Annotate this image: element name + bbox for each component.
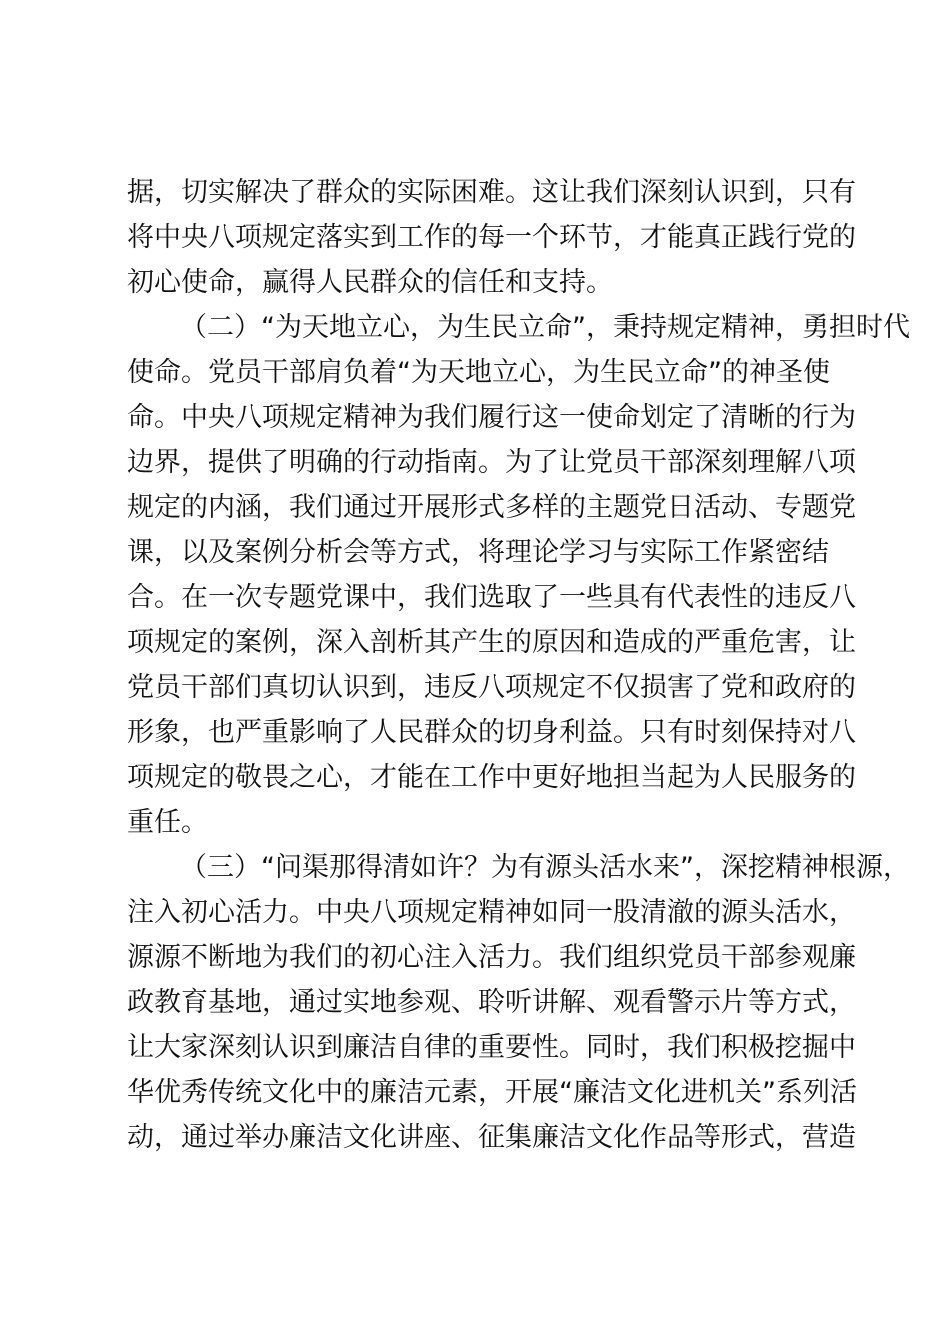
text-line: 项规定的敬畏之心，才能在工作中更好地担当起为人民服务的 — [127, 762, 856, 793]
text-line: 重任。 — [127, 807, 208, 838]
text-line: 源源不断地为我们的初心注入活力。我们组织党员干部参观廉 — [127, 942, 856, 973]
section-heading-line: （二）“为天地立心，为生民立命”，秉持规定精神，勇担时代 — [180, 312, 910, 343]
text-line: 注入初心活力。中央八项规定精神如同一股清澈的源头活水， — [127, 897, 856, 928]
text-line: 项规定的案例，深入剖析其产生的原因和造成的严重危害，让 — [127, 627, 856, 658]
text-line: 边界，提供了明确的行动指南。为了让党员干部深刻理解八项 — [127, 447, 856, 478]
text-line: 合。在一次专题党课中，我们选取了一些具有代表性的违反八 — [127, 582, 856, 613]
text-line: 使命。党员干部肩负着“为天地立心，为生民立命”的神圣使 — [127, 357, 830, 388]
section-heading-line: （三）“问渠那得清如许？为有源头活水来”，深挖精神根源， — [180, 852, 910, 883]
text-line: 党员干部们真切认识到，违反八项规定不仅损害了党和政府的 — [127, 672, 856, 703]
text-line: 命。中央八项规定精神为我们履行这一使命划定了清晰的行为 — [127, 402, 856, 433]
text-line: 课，以及案例分析会等方式，将理论学习与实际工作紧密结 — [127, 537, 829, 568]
text-line: 动，通过举办廉洁文化讲座、征集廉洁文化作品等形式，营造 — [127, 1122, 856, 1153]
text-line: 据，切实解决了群众的实际困难。这让我们深刻认识到，只有 — [127, 177, 856, 208]
text-line: 让大家深刻认识到廉洁自律的重要性。同时，我们积极挖掘中 — [127, 1032, 856, 1063]
text-line: 规定的内涵，我们通过开展形式多样的主题党日活动、专题党 — [127, 492, 856, 523]
text-line: 将中央八项规定落实到工作的每一个环节，才能真正践行党的 — [127, 222, 856, 253]
text-line: 华优秀传统文化中的廉洁元素，开展“廉洁文化进机关”系列活 — [127, 1077, 857, 1108]
text-line: 初心使命，赢得人民群众的信任和支持。 — [127, 267, 613, 298]
text-line: 政教育基地，通过实地参观、聆听讲解、观看警示片等方式， — [127, 987, 856, 1018]
text-line: 形象，也严重影响了人民群众的切身利益。只有时刻保持对八 — [127, 717, 856, 748]
